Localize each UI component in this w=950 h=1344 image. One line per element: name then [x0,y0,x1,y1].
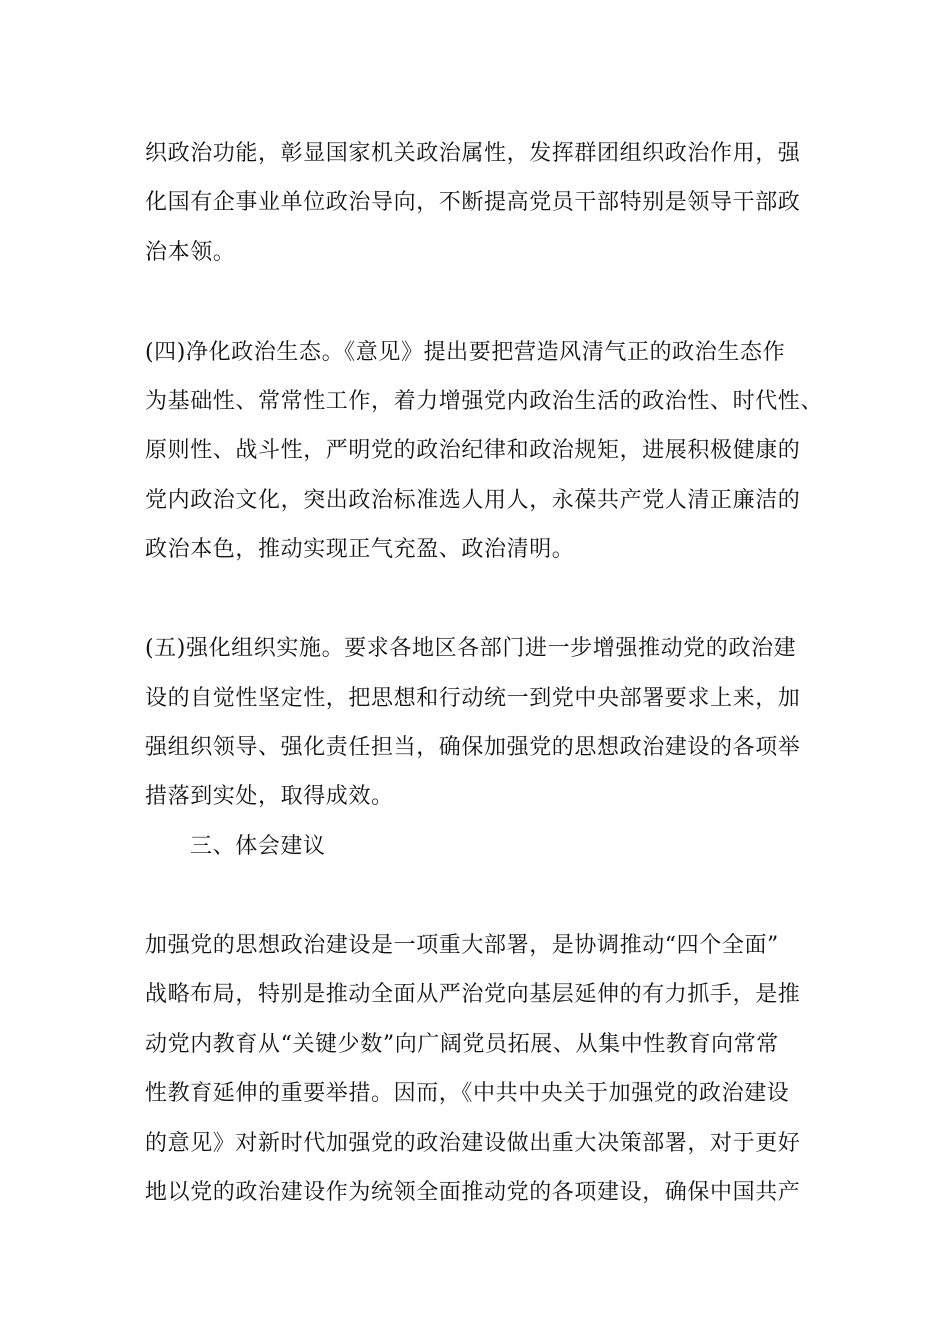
text-line: 化国有企事业单位政治导向，不断提高党员干部特别是领导干部政 [145,190,801,215]
text-line: 加强党的思想政治建设是一项重大部署，是协调推动“四个全面” [145,933,779,958]
section-heading-text: 三、体会建议 [190,834,326,859]
text-line: (五)强化组织实施。要求各地区各部门进一步增强推动党的政治建 [145,636,797,661]
text-line: 地以党的政治建设作为统领全面推动党的各项建设，确保中国共产 [145,1180,801,1205]
text-line: 措落到实处，取得成效。 [145,784,394,809]
text-line: 战略布局，特别是推动全面从严治党向基层延伸的有力抓手，是推 [145,982,801,1007]
text-line: 动党内教育从“关键少数”向广阔党员拓展、从集中性教育向常常 [145,1032,779,1057]
text-line: 政治本色，推动实现正气充盈、政治清明。 [145,537,575,562]
text-line: 强组织领导、强化责任担当，确保加强党的思想政治建设的各项举 [145,735,801,760]
text-line: 原则性、战斗性，严明党的政治纪律和政治规矩，进展积极健康的 [145,438,801,463]
text-line: 性教育延伸的重要举措。因而，《中共中央关于加强党的政治建设 [145,1081,790,1106]
text-line: 织政治功能，彰显国家机关政治属性，发挥群团组织政治作用，强 [145,141,801,166]
text-line: 设的自觉性坚定性，把思想和行动统一到党中央部署要求上来，加 [145,686,801,711]
text-line: 党内政治文化，突出政治标准选人用人，永葆共产党人清正廉洁的 [145,488,801,513]
text-line: 的意见》对新时代加强党的政治建设做出重大决策部署，对于更好 [145,1131,801,1156]
text-line: 为基础性、常常性工作，着力增强党内政治生活的政治性、时代性、 [145,389,824,414]
text-line: (四)净化政治生态。《意见》提出要把营造风清气正的政治生态作 [145,340,786,365]
text-line: 治本领。 [145,240,236,265]
